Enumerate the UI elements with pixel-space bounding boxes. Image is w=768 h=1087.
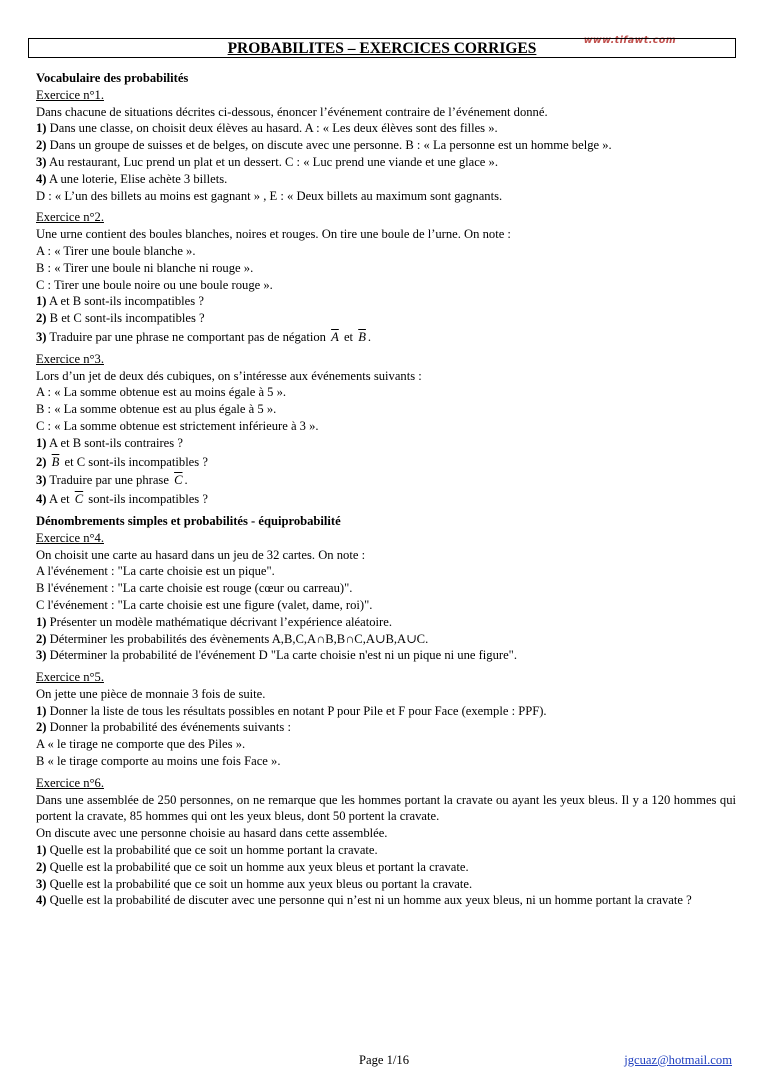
exercise-5-event-b: B « le tirage comporte au moins une fois Face ». bbox=[36, 754, 281, 769]
document-body bbox=[36, 70, 736, 909]
exercise-3-event-c: C : « La somme obtenue est strictement inférieure à 3 ». bbox=[36, 418, 319, 433]
exercise-2-question-3: 3) Traduire par une phrase ne comportant pas de négation $\overline{A}$ et $\overline{B}$ . bbox=[36, 329, 372, 344]
exercise-2-event-c: C : Tirer une boule noire ou une boule rouge ». bbox=[36, 277, 273, 292]
author-email-link[interactable]: jgcuaz@hotmail.com bbox=[624, 1053, 732, 1067]
exercise-5-title: Exercice n°5. bbox=[36, 670, 104, 685]
exercise-1-question-3: 3) Au restaurant, Luc prend un plat et un dessert. C : « Luc prend une viande et une glace ». bbox=[36, 154, 498, 169]
exercise-1-question-4: 4) A une loterie, Elise achète 3 billets. bbox=[36, 171, 228, 186]
exercise-6-question-2: 2) Quelle est la probabilité que ce soit un homme aux yeux bleus et portant la cravate. bbox=[36, 859, 469, 874]
exercise-1-events: D : « L’un des billets au moins est gagnant » , E : « Deux billets au maximum sont gagnants. bbox=[36, 188, 503, 203]
exercise-6-question-4: 4) Quelle est la probabilité de discuter avec une personne qui n’est ni un homme aux yeux bleus, ni un homme portant la cravate ? bbox=[36, 893, 692, 908]
exercise-2-event-a: A : « Tirer une boule blanche ». bbox=[36, 243, 196, 258]
exercise-3-question-1: 1) A et B sont-ils contraires ? bbox=[36, 435, 183, 450]
section-heading-denombrements: Dénombrements simples et probabilités - équiprobabilité bbox=[36, 513, 341, 528]
exercise-6-intro: Dans une assemblée de 250 personnes, on ne remarque que les hommes portant la cravate ou ayant les yeux bleus. Il y a 120 hommes qui portent la cravate, 85 hommes qui ont les yeux bleus, dont 50 portent la cravate. bbox=[36, 792, 736, 824]
exercise-3-intro: Lors d’un jet de deux dés cubiques, on s’intéresse aux événements suivants : bbox=[36, 368, 422, 383]
c-bar: $\overline{C}$ bbox=[174, 473, 183, 488]
exercise-5-question-1: 1) Donner la liste de tous les résultats possibles en notant P pour Pile et F pour Face (exemple : PPF). bbox=[36, 703, 547, 718]
exercise-6-title: Exercice n°6. bbox=[36, 775, 104, 790]
b-bar: $\overline{B}$ bbox=[51, 454, 60, 469]
exercise-2-question-2: 2) B et C sont-ils incompatibles ? bbox=[36, 311, 205, 326]
exercise-4-event-c: C l'événement : "La carte choisie est une figure (valet, dame, roi)". bbox=[36, 597, 373, 612]
exercise-6-question-1: 1) Quelle est la probabilité que ce soit un homme portant la cravate. bbox=[36, 843, 378, 858]
exercise-4-question-2: 2) Déterminer les probabilités des évènements A,B,C,A∩B,B∩C,A∪B,A∪C. bbox=[36, 631, 429, 646]
exercise-4-event-a: A l'événement : "La carte choisie est un pique". bbox=[36, 564, 275, 579]
exercise-2-intro: Une urne contient des boules blanches, noires et rouges. On tire une boule de l’urne. On note : bbox=[36, 227, 511, 242]
exercise-4-title: Exercice n°4. bbox=[36, 530, 104, 545]
exercise-3-question-3: 3) Traduire par une phrase $\overline{C}$ . bbox=[36, 473, 188, 488]
watermark-site: www.tifawt.com bbox=[583, 35, 676, 46]
exercise-5-question-2: 2) Donner la probabilité des événements suivants : bbox=[36, 720, 291, 735]
c-bar: $\overline{C}$ bbox=[74, 492, 84, 507]
exercise-5-intro: On jette une pièce de monnaie 3 fois de suite. bbox=[36, 686, 266, 701]
exercise-2-title: Exercice n°2. bbox=[36, 210, 104, 225]
exercise-3-question-2: 2) $\overline{B}$ et C sont-ils incompatibles ? bbox=[36, 454, 208, 469]
a-bar: $\overline{A}$ bbox=[331, 329, 339, 344]
exercise-2-question-1: 1) A et B sont-ils incompatibles ? bbox=[36, 294, 204, 309]
exercise-2-event-b: B : « Tirer une boule ni blanche ni rouge ». bbox=[36, 260, 254, 275]
exercise-3-event-b: B : « La somme obtenue est au plus égale à 5 ». bbox=[36, 402, 277, 417]
exercise-4-intro: On choisit une carte au hasard dans un jeu de 32 cartes. On note : bbox=[36, 547, 366, 562]
exercise-1-question-2: 2) Dans un groupe de suisses et de belges, on discute avec une personne. B : « La personne est un homme belge ». bbox=[36, 138, 612, 153]
exercise-3-question-4: 4) A et $\overline{C}$ sont-ils incompatibles ? bbox=[36, 492, 208, 507]
exercise-6-context: On discute avec une personne choisie au hasard dans cette assemblée. bbox=[36, 826, 388, 841]
exercise-3-event-a: A : « La somme obtenue est au moins égale à 5 ». bbox=[36, 385, 287, 400]
exercise-6-question-3: 3) Quelle est la probabilité que ce soit un homme aux yeux bleus ou portant la cravate. bbox=[36, 876, 473, 891]
exercise-4-question-1: 1) Présenter un modèle mathématique décrivant l’expérience aléatoire. bbox=[36, 614, 392, 629]
title-box bbox=[28, 38, 736, 58]
page-number: Page 1/16 bbox=[358, 1053, 410, 1067]
page-title: PROBABILITES – EXERCICES CORRIGES bbox=[227, 40, 537, 57]
exercise-1-title: Exercice n°1. bbox=[36, 87, 104, 102]
b-bar: $\overline{B}$ bbox=[358, 329, 366, 344]
exercise-4-event-b: B l'événement : "La carte choisie est rouge (cœur ou carreau)". bbox=[36, 581, 353, 596]
exercise-1-question-1: 1) Dans une classe, on choisit deux élèves au hasard. A : « Les deux élèves sont des filles ». bbox=[36, 121, 498, 136]
exercise-4-question-3: 3) Déterminer la probabilité de l'événement D "La carte choisie n'est ni un pique ni une figure". bbox=[36, 648, 517, 663]
exercise-3-title: Exercice n°3. bbox=[36, 351, 104, 366]
exercise-5-event-a: A « le tirage ne comporte que des Piles ». bbox=[36, 737, 246, 752]
exercise-1-intro: Dans chacune de situations décrites ci-dessous, énoncer l’événement contraire de l’événement donné. bbox=[36, 104, 548, 119]
section-heading-vocabulaire: Vocabulaire des probabilités bbox=[36, 71, 189, 85]
